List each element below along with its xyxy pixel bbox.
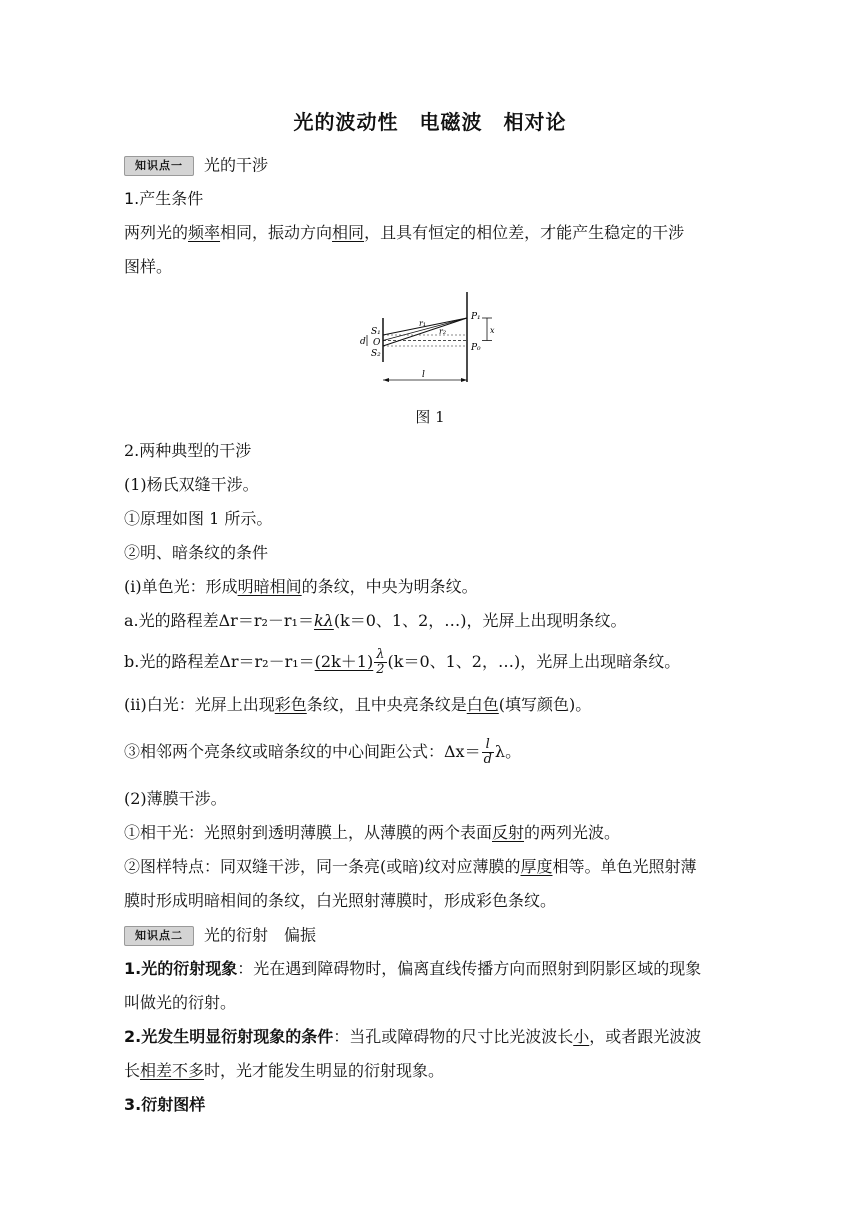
text: a.光的路程差Δr＝r₂－r₁＝ bbox=[124, 611, 314, 630]
text: λ。 bbox=[494, 742, 522, 761]
section-header-interference bbox=[124, 154, 744, 177]
text: 两列光的 bbox=[124, 223, 189, 242]
label-p0: P₀ bbox=[471, 343, 481, 353]
text: (ⅱ)白光：光屏上出现 bbox=[124, 695, 275, 714]
text: 相等。单色光照射薄 bbox=[552, 857, 697, 876]
answer-alternating: 明暗相间 bbox=[237, 577, 302, 596]
text: 条纹，且中央亮条纹是 bbox=[306, 695, 467, 714]
label-r2: r₂ bbox=[439, 327, 447, 336]
section2-p1-line2: 叫做光的衍射。 bbox=[124, 993, 237, 1012]
item1-paragraph-line1 bbox=[124, 222, 744, 244]
answer-small: 小 bbox=[573, 1027, 590, 1046]
page-title: 光的波动性 电磁波 相对论 bbox=[293, 110, 567, 134]
label-l: l bbox=[422, 370, 425, 380]
answer-white: 白色 bbox=[466, 695, 499, 714]
item2-1: (1)杨氏双缝干涉。 bbox=[124, 475, 259, 494]
text: (k＝0、1、2，…)，光屏上出现明条纹。 bbox=[333, 611, 627, 630]
label-s1: S₁ bbox=[371, 327, 381, 337]
label-o: O bbox=[373, 338, 381, 348]
answer-same-direction: 相同 bbox=[332, 223, 365, 242]
text: ③相邻两个亮条纹或暗条纹的中心间距公式：Δx＝ bbox=[124, 742, 481, 761]
text: b.光的路程差Δr＝r₂－r₁＝ bbox=[124, 652, 315, 671]
term-diffraction-condition: 2.光发生明显衍射现象的条件 bbox=[124, 1027, 334, 1046]
label-r1: r₁ bbox=[419, 319, 427, 328]
item2-3-line bbox=[124, 738, 744, 767]
l-arrow-right bbox=[461, 378, 467, 382]
l-arrow-left bbox=[383, 378, 389, 382]
text: ②图样特点：同双缝干涉，同一条亮(或暗)纹对应薄膜的 bbox=[124, 857, 521, 876]
section2-p3: 3.衍射图样 bbox=[124, 1095, 206, 1114]
text: 的条纹，中央为明条纹。 bbox=[301, 577, 478, 596]
answer-similar: 相差不多 bbox=[140, 1061, 205, 1080]
item2-2b-line1 bbox=[124, 856, 744, 878]
section2-p2-line2 bbox=[124, 1060, 744, 1082]
knowledge-badge-2: 知识点二 bbox=[124, 926, 194, 946]
item2-1a: ①原理如图 1 所示。 bbox=[124, 509, 273, 528]
item2-ii-line bbox=[124, 694, 744, 716]
label-p1: P₁ bbox=[471, 312, 481, 322]
text: 的两列光波。 bbox=[524, 823, 621, 842]
item1-paragraph-line2: 图样。 bbox=[124, 257, 173, 276]
figure-caption: 图 1 bbox=[415, 408, 445, 426]
section-header-diffraction bbox=[124, 924, 744, 947]
fraction-l-over-d bbox=[482, 738, 494, 767]
text: 长 bbox=[124, 1061, 141, 1080]
text: ：当孔或障碍物的尺寸比光波波长 bbox=[333, 1027, 574, 1046]
denominator: d bbox=[483, 752, 492, 767]
fraction-lambda-over-2 bbox=[374, 648, 386, 677]
text: 相同，振动方向 bbox=[220, 223, 333, 242]
answer-dark-fringe-term bbox=[314, 647, 388, 677]
answer-frequency: 频率 bbox=[188, 223, 221, 242]
answer-reflect: 反射 bbox=[492, 823, 525, 842]
item2-b-line bbox=[124, 648, 744, 677]
text: (2k＋1) bbox=[314, 652, 374, 671]
denominator: 2 bbox=[376, 662, 385, 677]
section2-p1-line1 bbox=[124, 958, 744, 980]
answer-thickness: 厚度 bbox=[520, 857, 553, 876]
term-diffraction: 1.光的衍射现象 bbox=[124, 959, 238, 978]
label-d: d bbox=[360, 337, 366, 347]
item2-2a-line bbox=[124, 822, 744, 844]
label-x: x bbox=[490, 326, 495, 335]
item2-i-line bbox=[124, 576, 744, 598]
section2-p2-line1 bbox=[124, 1026, 744, 1048]
item2-2: (2)薄膜干涉。 bbox=[124, 789, 227, 808]
double-slit-diagram bbox=[355, 290, 505, 390]
text: (k＝0、1、2，…)，光屏上出现暗条纹。 bbox=[387, 652, 681, 671]
answer-k-lambda: kλ bbox=[313, 611, 334, 630]
item2-a-line bbox=[124, 610, 744, 632]
text: 时，光才能发生明显的衍射现象。 bbox=[204, 1061, 445, 1080]
text: ，或者跟光波波 bbox=[589, 1027, 702, 1046]
item2-title: 2.两种典型的干涉 bbox=[124, 441, 252, 460]
text: ，且具有恒定的相位差，才能产生稳定的干涉 bbox=[364, 223, 685, 242]
knowledge-badge-1: 知识点一 bbox=[124, 156, 194, 176]
numerator: l bbox=[482, 738, 494, 753]
answer-colorful: 彩色 bbox=[274, 695, 307, 714]
item2-2b-line2: 膜时形成明暗相间的条纹，白光照射薄膜时，形成彩色条纹。 bbox=[124, 891, 557, 910]
numerator: λ bbox=[374, 648, 386, 663]
section-heading-2: 光的衍射 偏振 bbox=[204, 925, 317, 945]
text: ①相干光：光照射到透明薄膜上，从薄膜的两个表面 bbox=[124, 823, 493, 842]
text: ：光在遇到障碍物时，偏离直线传播方向而照射到阴影区域的现象 bbox=[237, 959, 702, 978]
text: (填写颜色)。 bbox=[498, 695, 592, 714]
text: (ⅰ)单色光：形成 bbox=[124, 577, 238, 596]
item1-title: 1.产生条件 bbox=[124, 189, 204, 208]
section-heading-1: 光的干涉 bbox=[204, 155, 269, 175]
label-s2: S₂ bbox=[371, 349, 381, 359]
item2-1b: ②明、暗条纹的条件 bbox=[124, 543, 269, 562]
